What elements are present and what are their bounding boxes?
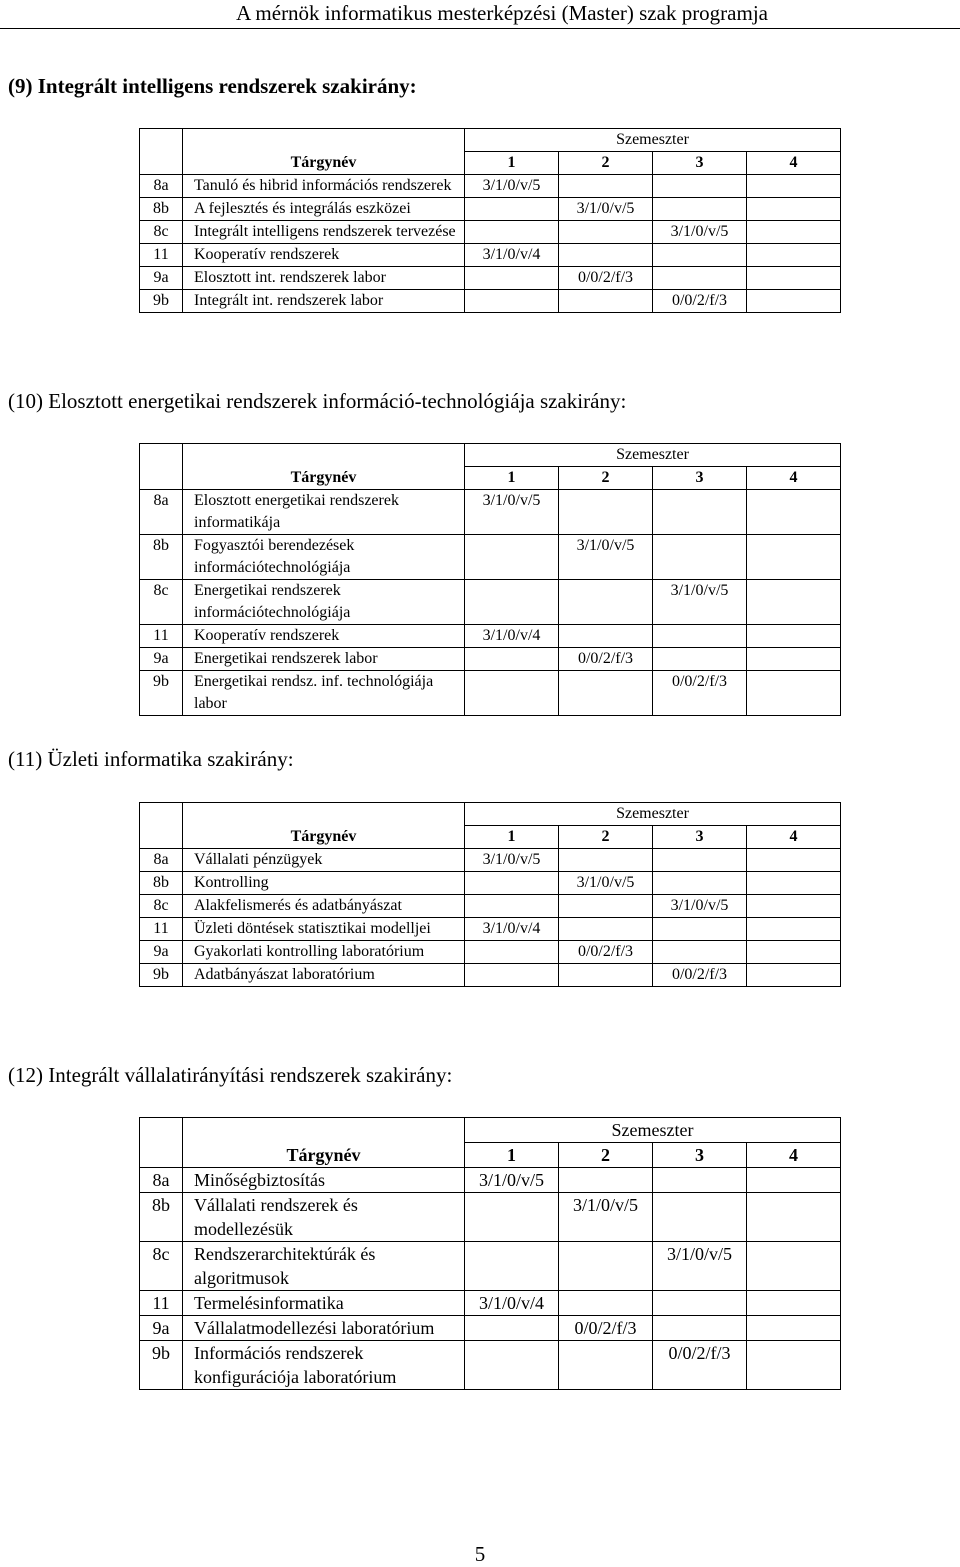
corner-cell bbox=[140, 1118, 183, 1143]
semester-number-1: 1 bbox=[465, 467, 559, 490]
subject-name: Vállalatmodellezési laboratórium bbox=[183, 1316, 465, 1341]
section-title: (11) Üzleti informatika szakirány: bbox=[8, 747, 294, 771]
code-header bbox=[140, 467, 183, 490]
subject-code: 9b bbox=[140, 671, 183, 716]
semester-2-cell bbox=[559, 490, 653, 535]
subject-code: 9b bbox=[140, 1341, 183, 1390]
semester-1-cell bbox=[465, 290, 559, 313]
semester-3-cell bbox=[653, 1168, 747, 1193]
semester-1-cell bbox=[465, 580, 559, 625]
semester-2-cell: 3/1/0/v/5 bbox=[559, 535, 653, 580]
semester-1-cell: 3/1/0/v/5 bbox=[465, 175, 559, 198]
subject-header: Tárgynév bbox=[183, 826, 465, 849]
semester-1-cell bbox=[465, 267, 559, 290]
subject-code: 8a bbox=[140, 1168, 183, 1193]
semester-4-cell bbox=[747, 1341, 841, 1390]
semester-label: Szemeszter bbox=[465, 1118, 841, 1143]
subject-name: Tanuló és hibrid információs rendszerek bbox=[183, 175, 465, 198]
subject-name: Energetikai rendszerek labor bbox=[183, 648, 465, 671]
semester-3-cell bbox=[653, 1193, 747, 1242]
table-row bbox=[140, 1341, 841, 1390]
subject-name: Energetikai rendsz. inf. technológiája labor bbox=[183, 671, 465, 716]
table-row bbox=[140, 1242, 841, 1291]
semester-number-2: 2 bbox=[559, 1143, 653, 1168]
code-header bbox=[140, 152, 183, 175]
table-row bbox=[140, 1193, 841, 1242]
page-number: 5 bbox=[474, 1542, 486, 1566]
semester-4-cell bbox=[747, 175, 841, 198]
semester-number-4: 4 bbox=[747, 467, 841, 490]
subject-code: 11 bbox=[140, 244, 183, 267]
semester-4-cell bbox=[747, 648, 841, 671]
semester-4-cell bbox=[747, 490, 841, 535]
curriculum-table bbox=[139, 128, 841, 313]
table-row bbox=[140, 625, 841, 648]
name-header-spacer bbox=[183, 129, 465, 152]
subject-name: Vállalati rendszerek és modellezésük bbox=[183, 1193, 465, 1242]
semester-1-cell: 3/1/0/v/4 bbox=[465, 625, 559, 648]
semester-number-2: 2 bbox=[559, 826, 653, 849]
semester-4-cell bbox=[747, 1316, 841, 1341]
semester-1-cell bbox=[465, 941, 559, 964]
corner-cell bbox=[140, 129, 183, 152]
subject-name: Integrált intelligens rendszerek tervezése bbox=[183, 221, 465, 244]
table-row bbox=[140, 175, 841, 198]
table-row bbox=[140, 1168, 841, 1193]
subject-code: 8b bbox=[140, 872, 183, 895]
semester-2-cell bbox=[559, 1341, 653, 1390]
subject-code: 11 bbox=[140, 918, 183, 941]
subject-code: 9a bbox=[140, 941, 183, 964]
subject-code: 11 bbox=[140, 625, 183, 648]
subject-code: 8c bbox=[140, 895, 183, 918]
semester-1-cell bbox=[465, 1316, 559, 1341]
semester-1-cell bbox=[465, 872, 559, 895]
semester-3-cell bbox=[653, 267, 747, 290]
semester-1-cell bbox=[465, 964, 559, 987]
table-row bbox=[140, 267, 841, 290]
semester-4-cell bbox=[747, 918, 841, 941]
curriculum-table bbox=[139, 802, 841, 987]
semester-number-4: 4 bbox=[747, 1143, 841, 1168]
table-row bbox=[140, 290, 841, 313]
semester-4-cell bbox=[747, 198, 841, 221]
curriculum-table bbox=[139, 1117, 841, 1390]
semester-1-cell bbox=[465, 221, 559, 244]
semester-1-cell: 3/1/0/v/5 bbox=[465, 490, 559, 535]
semester-2-cell bbox=[559, 625, 653, 648]
subject-code: 8a bbox=[140, 490, 183, 535]
semester-3-cell bbox=[653, 1291, 747, 1316]
semester-2-cell bbox=[559, 849, 653, 872]
semester-3-cell bbox=[653, 198, 747, 221]
table-row bbox=[140, 872, 841, 895]
semester-4-cell bbox=[747, 1168, 841, 1193]
name-header-spacer bbox=[183, 803, 465, 826]
table-row bbox=[140, 671, 841, 716]
semester-1-cell bbox=[465, 895, 559, 918]
code-header bbox=[140, 826, 183, 849]
corner-cell bbox=[140, 803, 183, 826]
semester-2-cell: 0/0/2/f/3 bbox=[559, 941, 653, 964]
semester-label: Szemeszter bbox=[465, 129, 841, 152]
semester-2-cell: 0/0/2/f/3 bbox=[559, 648, 653, 671]
semester-1-cell: 3/1/0/v/4 bbox=[465, 918, 559, 941]
table-row bbox=[140, 964, 841, 987]
section-title: (9) Integrált intelligens rendszerek szakirány: bbox=[8, 74, 417, 98]
curriculum-table bbox=[139, 443, 841, 716]
subject-name: Energetikai rendszerek információtechnológiája bbox=[183, 580, 465, 625]
semester-2-cell: 0/0/2/f/3 bbox=[559, 1316, 653, 1341]
semester-4-cell bbox=[747, 964, 841, 987]
semester-2-cell bbox=[559, 895, 653, 918]
semester-2-cell: 3/1/0/v/5 bbox=[559, 872, 653, 895]
corner-cell bbox=[140, 444, 183, 467]
semester-2-cell bbox=[559, 244, 653, 267]
semester-2-cell bbox=[559, 671, 653, 716]
semester-4-cell bbox=[747, 244, 841, 267]
subject-code: 11 bbox=[140, 1291, 183, 1316]
subject-name: Integrált int. rendszerek labor bbox=[183, 290, 465, 313]
semester-1-cell bbox=[465, 1242, 559, 1291]
semester-3-cell: 3/1/0/v/5 bbox=[653, 1242, 747, 1291]
subject-code: 8b bbox=[140, 198, 183, 221]
table-row bbox=[140, 490, 841, 535]
semester-4-cell bbox=[747, 671, 841, 716]
subject-code: 8c bbox=[140, 580, 183, 625]
subject-header: Tárgynév bbox=[183, 467, 465, 490]
table-row bbox=[140, 244, 841, 267]
semester-number-4: 4 bbox=[747, 152, 841, 175]
semester-3-cell bbox=[653, 648, 747, 671]
semester-2-cell bbox=[559, 1291, 653, 1316]
subject-header: Tárgynév bbox=[183, 152, 465, 175]
semester-4-cell bbox=[747, 872, 841, 895]
semester-2-cell: 3/1/0/v/5 bbox=[559, 1193, 653, 1242]
semester-3-cell: 0/0/2/f/3 bbox=[653, 964, 747, 987]
semester-number-1: 1 bbox=[465, 152, 559, 175]
semester-label: Szemeszter bbox=[465, 444, 841, 467]
semester-3-cell bbox=[653, 535, 747, 580]
semester-3-cell bbox=[653, 244, 747, 267]
subject-code: 8b bbox=[140, 1193, 183, 1242]
subject-name: Gyakorlati kontrolling laboratórium bbox=[183, 941, 465, 964]
subject-name: Üzleti döntések statisztikai modelljei bbox=[183, 918, 465, 941]
semester-3-cell bbox=[653, 941, 747, 964]
subject-name: Információs rendszerek konfigurációja laboratórium bbox=[183, 1341, 465, 1390]
semester-3-cell: 3/1/0/v/5 bbox=[653, 221, 747, 244]
subject-code: 9b bbox=[140, 964, 183, 987]
subject-name: Termelésinformatika bbox=[183, 1291, 465, 1316]
table-row bbox=[140, 895, 841, 918]
table-row bbox=[140, 198, 841, 221]
semester-3-cell bbox=[653, 490, 747, 535]
semester-3-cell bbox=[653, 625, 747, 648]
semester-4-cell bbox=[747, 625, 841, 648]
semester-2-cell bbox=[559, 1242, 653, 1291]
subject-name: A fejlesztés és integrálás eszközei bbox=[183, 198, 465, 221]
semester-2-cell: 0/0/2/f/3 bbox=[559, 267, 653, 290]
table-row bbox=[140, 221, 841, 244]
subject-name: Kooperatív rendszerek bbox=[183, 244, 465, 267]
semester-3-cell bbox=[653, 872, 747, 895]
subject-name: Alakfelismerés és adatbányászat bbox=[183, 895, 465, 918]
semester-number-3: 3 bbox=[653, 1143, 747, 1168]
name-header-spacer bbox=[183, 1118, 465, 1143]
semester-2-cell: 3/1/0/v/5 bbox=[559, 198, 653, 221]
semester-1-cell: 3/1/0/v/5 bbox=[465, 849, 559, 872]
semester-3-cell: 0/0/2/f/3 bbox=[653, 671, 747, 716]
subject-name: Fogyasztói berendezések információtechnológiája bbox=[183, 535, 465, 580]
table-row bbox=[140, 849, 841, 872]
semester-2-cell bbox=[559, 964, 653, 987]
semester-4-cell bbox=[747, 267, 841, 290]
semester-4-cell bbox=[747, 580, 841, 625]
code-header bbox=[140, 1143, 183, 1168]
page-header-title: A mérnök informatikus mesterképzési (Master) szak programja bbox=[236, 1, 768, 25]
semester-4-cell bbox=[747, 941, 841, 964]
semester-number-1: 1 bbox=[465, 826, 559, 849]
semester-4-cell bbox=[747, 849, 841, 872]
subject-name: Minőségbiztosítás bbox=[183, 1168, 465, 1193]
semester-number-3: 3 bbox=[653, 826, 747, 849]
semester-3-cell: 0/0/2/f/3 bbox=[653, 1341, 747, 1390]
table-row bbox=[140, 535, 841, 580]
semester-4-cell bbox=[747, 221, 841, 244]
subject-code: 8b bbox=[140, 535, 183, 580]
semester-3-cell: 3/1/0/v/5 bbox=[653, 895, 747, 918]
semester-number-3: 3 bbox=[653, 467, 747, 490]
subject-code: 9a bbox=[140, 648, 183, 671]
page-header bbox=[0, 0, 960, 29]
semester-1-cell bbox=[465, 671, 559, 716]
semester-1-cell: 3/1/0/v/5 bbox=[465, 1168, 559, 1193]
subject-name: Elosztott int. rendszerek labor bbox=[183, 267, 465, 290]
semester-2-cell bbox=[559, 221, 653, 244]
subject-code: 9a bbox=[140, 1316, 183, 1341]
semester-3-cell bbox=[653, 849, 747, 872]
section-title: (12) Integrált vállalatirányítási rendszerek szakirány: bbox=[8, 1063, 453, 1087]
table-row bbox=[140, 1291, 841, 1316]
semester-label: Szemeszter bbox=[465, 803, 841, 826]
semester-4-cell bbox=[747, 1193, 841, 1242]
semester-2-cell bbox=[559, 1168, 653, 1193]
subject-code: 8a bbox=[140, 849, 183, 872]
semester-2-cell bbox=[559, 580, 653, 625]
semester-number-4: 4 bbox=[747, 826, 841, 849]
subject-code: 8c bbox=[140, 221, 183, 244]
subject-code: 9a bbox=[140, 267, 183, 290]
table-row bbox=[140, 941, 841, 964]
semester-number-3: 3 bbox=[653, 152, 747, 175]
semester-4-cell bbox=[747, 535, 841, 580]
semester-3-cell: 0/0/2/f/3 bbox=[653, 290, 747, 313]
semester-number-1: 1 bbox=[465, 1143, 559, 1168]
semester-3-cell: 3/1/0/v/5 bbox=[653, 580, 747, 625]
semester-3-cell bbox=[653, 918, 747, 941]
subject-name: Vállalati pénzügyek bbox=[183, 849, 465, 872]
semester-1-cell bbox=[465, 648, 559, 671]
semester-1-cell bbox=[465, 1193, 559, 1242]
semester-1-cell bbox=[465, 535, 559, 580]
subject-name: Adatbányászat laboratórium bbox=[183, 964, 465, 987]
semester-3-cell bbox=[653, 175, 747, 198]
semester-4-cell bbox=[747, 290, 841, 313]
subject-name: Kontrolling bbox=[183, 872, 465, 895]
subject-code: 8c bbox=[140, 1242, 183, 1291]
semester-1-cell bbox=[465, 198, 559, 221]
semester-1-cell bbox=[465, 1341, 559, 1390]
semester-number-2: 2 bbox=[559, 152, 653, 175]
semester-3-cell bbox=[653, 1316, 747, 1341]
semester-1-cell: 3/1/0/v/4 bbox=[465, 244, 559, 267]
table-row bbox=[140, 648, 841, 671]
semester-2-cell bbox=[559, 918, 653, 941]
subject-name: Rendszerarchitektúrák és algoritmusok bbox=[183, 1242, 465, 1291]
subject-name: Kooperatív rendszerek bbox=[183, 625, 465, 648]
section-title: (10) Elosztott energetikai rendszerek információ-technológiája szakirány: bbox=[8, 389, 627, 413]
semester-4-cell bbox=[747, 895, 841, 918]
semester-4-cell bbox=[747, 1242, 841, 1291]
semester-2-cell bbox=[559, 175, 653, 198]
subject-code: 9b bbox=[140, 290, 183, 313]
name-header-spacer bbox=[183, 444, 465, 467]
semester-2-cell bbox=[559, 290, 653, 313]
table-row bbox=[140, 918, 841, 941]
table-row bbox=[140, 1316, 841, 1341]
semester-4-cell bbox=[747, 1291, 841, 1316]
semester-1-cell: 3/1/0/v/4 bbox=[465, 1291, 559, 1316]
table-row bbox=[140, 580, 841, 625]
subject-header: Tárgynév bbox=[183, 1143, 465, 1168]
subject-code: 8a bbox=[140, 175, 183, 198]
subject-name: Elosztott energetikai rendszerek informatikája bbox=[183, 490, 465, 535]
semester-number-2: 2 bbox=[559, 467, 653, 490]
